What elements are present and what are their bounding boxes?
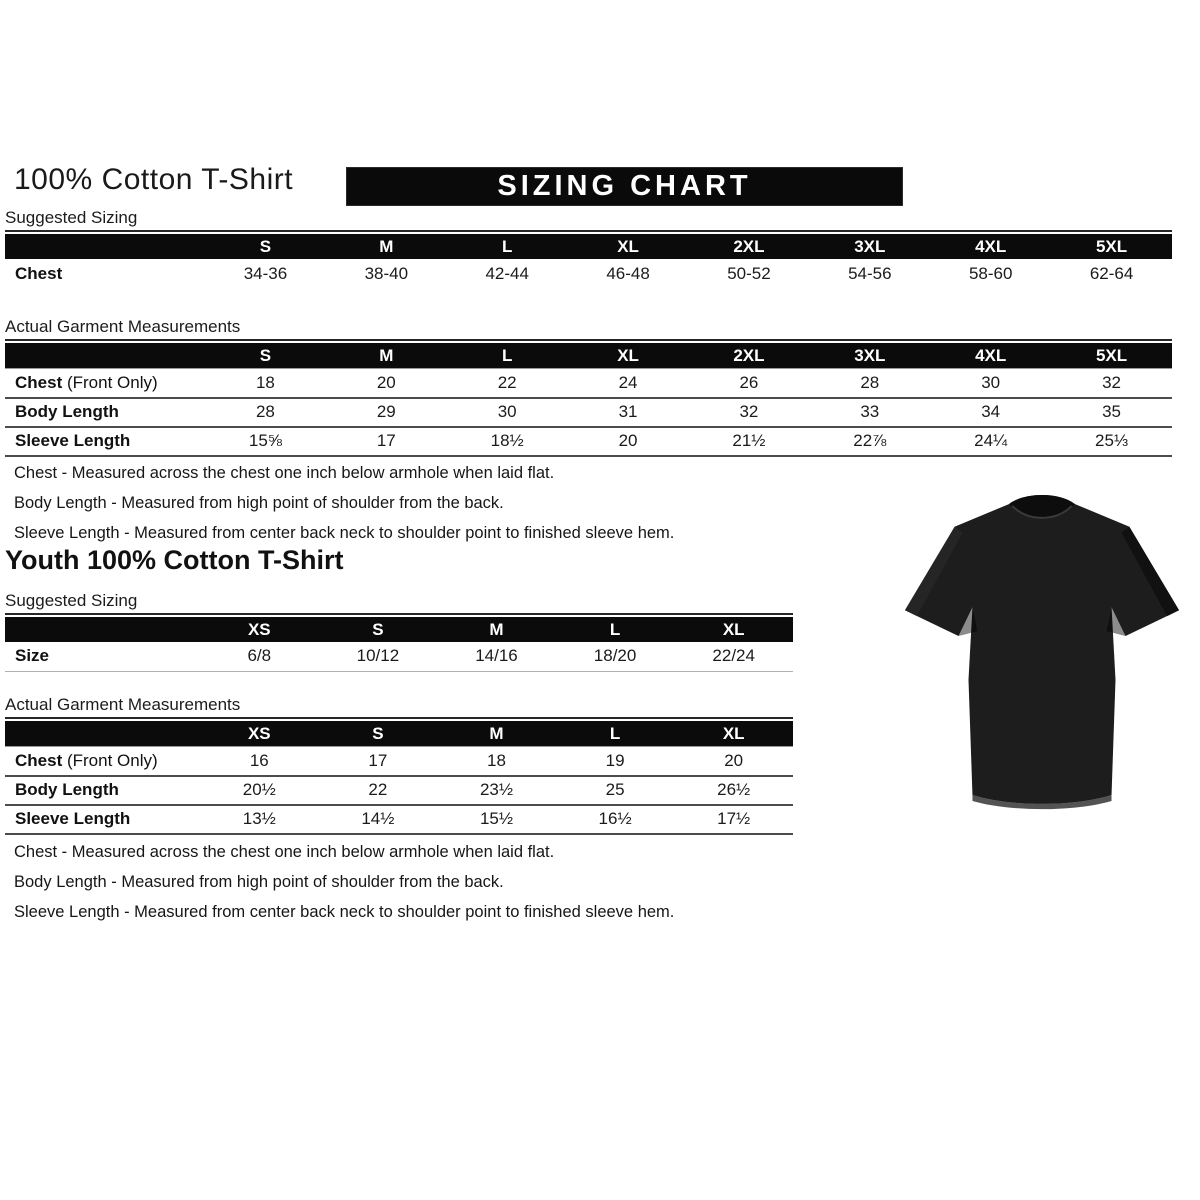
- youth-garment-measurements-label: Actual Garment Measurements: [5, 695, 241, 714]
- column-header-l: L: [556, 721, 675, 747]
- cell-value: 32: [739, 402, 759, 421]
- section-rule: [5, 613, 793, 615]
- cell-value: 24¼: [974, 431, 1008, 450]
- column-header-m: M: [326, 343, 447, 369]
- cell-value: 54-56: [848, 263, 892, 283]
- row-label: Sleeve Length: [15, 431, 131, 450]
- cell-value: 32: [1102, 372, 1122, 392]
- column-header-2xl: 2XL: [689, 234, 810, 259]
- sizing-chart-banner: [346, 167, 903, 206]
- cell-value: 20: [724, 750, 744, 770]
- cell-value: 30: [981, 372, 1001, 392]
- section-rule: [5, 339, 1172, 341]
- column-header-xl: XL: [568, 234, 689, 259]
- table-header-row: [5, 721, 793, 747]
- section-rule: [5, 717, 793, 719]
- column-header-s: S: [205, 343, 326, 369]
- row-label: Sleeve Length: [15, 809, 131, 828]
- cell-value: 13½: [242, 809, 276, 828]
- cell-value: 16: [249, 750, 269, 770]
- cell-value: 62-64: [1089, 263, 1134, 283]
- column-header-m: M: [326, 234, 447, 259]
- adult-suggested-sizing-section: [5, 207, 1172, 288]
- column-header-5xl: 5XL: [1051, 234, 1172, 259]
- section-rule: [5, 230, 1172, 232]
- row-sleeve-length: [5, 427, 1172, 456]
- measurement-note: Sleeve Length - Measured from center back neck to shoulder point to finished sleeve hem.: [14, 903, 675, 921]
- cell-value: 38-40: [364, 263, 409, 283]
- cell-value: 20½: [242, 780, 276, 799]
- cell-value: 25: [605, 780, 625, 799]
- cell-value: 10/12: [356, 646, 400, 666]
- column-header-m: M: [437, 617, 556, 642]
- row-chest: [5, 747, 793, 776]
- adult-section-title: 100% Cotton T-Shirt: [14, 163, 294, 196]
- column-header-s: S: [205, 234, 326, 259]
- cell-value: 58-60: [968, 263, 1013, 283]
- cell-value: 14½: [361, 809, 395, 828]
- cell-value: 17½: [717, 809, 751, 828]
- adult-garment-measurements-label: Actual Garment Measurements: [5, 317, 241, 336]
- youth-section-title: Youth 100% Cotton T-Shirt: [5, 545, 344, 575]
- corner-cell: [5, 234, 205, 259]
- column-header-2xl: 2XL: [689, 343, 810, 369]
- adult-garment-measurements-section: [5, 316, 1172, 457]
- cell-value: 18: [487, 750, 506, 770]
- cell-value: 20: [376, 372, 396, 392]
- cell-value: 22: [368, 780, 388, 799]
- column-header-xl: XL: [674, 721, 793, 747]
- sizing-chart-banner-label: SIZING CHART: [497, 170, 752, 202]
- cell-value: 22/24: [712, 646, 755, 666]
- youth-garment-measurements-table: [5, 721, 793, 835]
- cell-value: 14/16: [475, 646, 518, 666]
- column-header-xl: XL: [568, 343, 689, 369]
- measurement-note: Body Length - Measured from high point of shoulder from the back.: [14, 873, 504, 891]
- youth-suggested-sizing-table: [5, 617, 793, 672]
- column-header-4xl: 4XL: [930, 234, 1051, 259]
- corner-cell: [5, 721, 200, 747]
- cell-value: 30: [497, 402, 517, 421]
- cell-value: 6/8: [247, 646, 272, 666]
- table-header-row: [5, 617, 793, 642]
- cell-value: 42-44: [485, 263, 529, 283]
- cell-value: 16½: [598, 809, 632, 828]
- row-label: Body Length: [15, 402, 119, 421]
- table-header-row: [5, 234, 1172, 259]
- row-body-length: [5, 776, 793, 805]
- cell-value: 28: [255, 402, 275, 421]
- measurement-note: Chest - Measured across the chest one inch below armhole when laid flat.: [14, 464, 555, 482]
- adult-measurement-notes: [14, 464, 674, 554]
- corner-cell: [5, 343, 205, 369]
- cell-value: 21½: [732, 431, 766, 450]
- cell-value: 34-36: [243, 263, 288, 283]
- column-header-xs: XS: [200, 721, 319, 747]
- tshirt-image: [893, 480, 1191, 810]
- cell-value: 22⅞: [853, 431, 887, 450]
- adult-suggested-sizing-label: Suggested Sizing: [5, 208, 138, 227]
- cell-value: 22: [497, 372, 517, 392]
- cell-value: 26: [739, 372, 759, 392]
- cell-value: 35: [1102, 402, 1122, 421]
- row-label: Size: [15, 646, 50, 666]
- column-header-l: L: [556, 617, 675, 642]
- row-label: Chest (Front Only): [15, 750, 158, 770]
- column-header-3xl: 3XL: [809, 234, 930, 259]
- cell-value: 17: [368, 750, 388, 770]
- measurement-note: Chest - Measured across the chest one inch below armhole when laid flat.: [14, 843, 555, 861]
- adult-suggested-sizing-table: [5, 234, 1172, 288]
- corner-cell: [5, 617, 200, 642]
- measurement-note: Sleeve Length - Measured from center back neck to shoulder point to finished sleeve hem.: [14, 524, 675, 542]
- cell-value: 18: [255, 372, 275, 392]
- cell-value: 25⅓: [1095, 431, 1129, 450]
- cell-value: 24: [618, 372, 638, 392]
- row-chest: [5, 259, 1172, 288]
- row-size: [5, 642, 793, 671]
- column-header-xl: XL: [674, 617, 793, 642]
- row-label: Chest: [15, 263, 63, 283]
- column-header-5xl: 5XL: [1051, 343, 1172, 369]
- column-header-4xl: 4XL: [930, 343, 1051, 369]
- youth-suggested-sizing-label: Suggested Sizing: [5, 591, 138, 610]
- cell-value: 19: [605, 750, 625, 770]
- row-sleeve-length: [5, 805, 793, 834]
- cell-value: 26½: [717, 780, 751, 799]
- cell-value: 28: [860, 372, 880, 392]
- column-header-xs: XS: [200, 617, 319, 642]
- cell-value: 31: [618, 402, 638, 421]
- cell-value: 15½: [479, 809, 514, 828]
- youth-measurement-notes: [14, 843, 674, 933]
- column-header-l: L: [447, 343, 568, 369]
- cell-value: 20: [618, 431, 638, 450]
- table-header-row: [5, 343, 1172, 369]
- youth-suggested-sizing-section: [5, 590, 793, 672]
- row-body-length: [5, 398, 1172, 427]
- cell-value: 18/20: [593, 646, 637, 666]
- row-chest: [5, 369, 1172, 398]
- adult-garment-measurements-table: [5, 343, 1172, 457]
- cell-value: 18½: [490, 431, 524, 450]
- measurement-note: Body Length - Measured from high point of shoulder from the back.: [14, 494, 504, 512]
- cell-value: 15⅝: [248, 431, 282, 450]
- column-header-s: S: [319, 721, 438, 747]
- youth-garment-measurements-section: [5, 694, 793, 835]
- row-label: Body Length: [15, 780, 119, 799]
- row-label: Chest (Front Only): [15, 372, 158, 392]
- cell-value: 23½: [479, 780, 514, 799]
- cell-value: 29: [376, 402, 396, 421]
- cell-value: 17: [376, 431, 396, 450]
- cell-value: 46-48: [606, 263, 650, 283]
- cell-value: 50-52: [727, 263, 771, 283]
- column-header-s: S: [319, 617, 438, 642]
- column-header-l: L: [447, 234, 568, 259]
- column-header-3xl: 3XL: [809, 343, 930, 369]
- column-header-m: M: [437, 721, 556, 747]
- cell-value: 33: [860, 402, 880, 421]
- cell-value: 34: [981, 402, 1001, 421]
